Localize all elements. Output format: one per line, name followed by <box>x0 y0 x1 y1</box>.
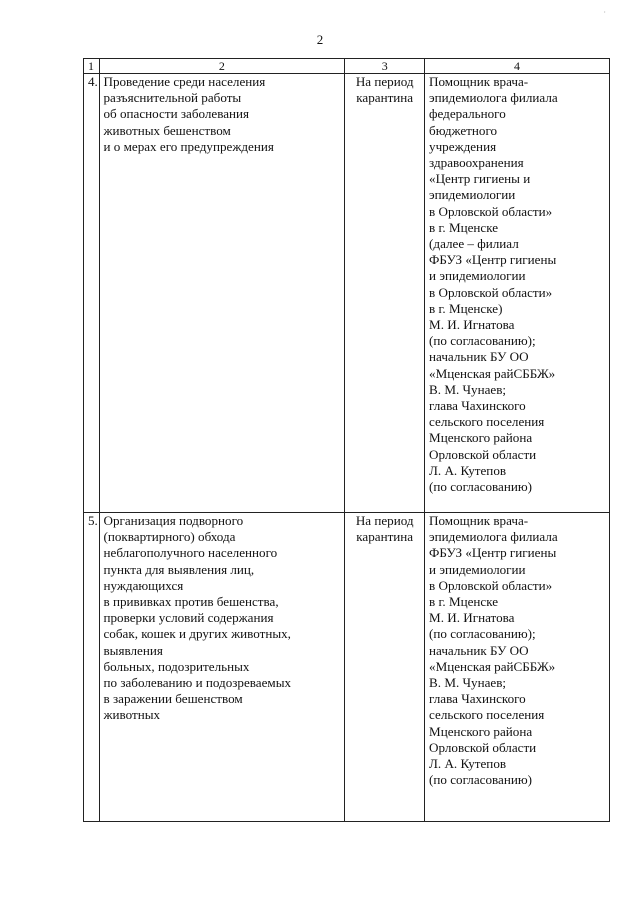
table-row <box>84 513 610 822</box>
table-header-row <box>84 59 610 74</box>
column-header-3: 3 <box>345 59 425 74</box>
measures-table <box>83 58 610 822</box>
text-line: Помощник врача- <box>429 74 529 89</box>
text-line: «Мценская райСББЖ» <box>429 365 556 381</box>
text-line: эпидемиологии <box>429 187 516 203</box>
text-line: и о мерах его предупреждения <box>103 138 274 154</box>
text-line: В. М. Чунаев; <box>429 675 507 691</box>
text-line: «Центр гигиены и <box>429 171 531 187</box>
text-line: собак, кошек и других животных, <box>103 626 291 642</box>
text-line: Проведение среди населения <box>103 74 266 89</box>
text-line: нуждающихся <box>103 577 184 593</box>
text-line: ФБУЗ «Центр гигиены <box>429 545 557 561</box>
text-line: Орловской области <box>429 739 537 755</box>
text-line: (поквартирного) обхода <box>103 529 236 545</box>
text-line: В. М. Чунаев; <box>429 381 507 397</box>
text-line: Л. А. Кутепов <box>429 462 507 478</box>
text-line: эпидемиолога филиала <box>429 90 558 106</box>
text-line: учреждения <box>429 138 497 154</box>
row-number: 4. <box>84 74 100 513</box>
text-line: Орловской области <box>429 446 537 462</box>
text-line: Мценского района <box>429 430 533 446</box>
event-cell <box>99 513 345 822</box>
text-line: (по согласованию) <box>429 479 532 495</box>
responsible-cell <box>425 513 610 822</box>
text-line: карантина <box>356 90 414 106</box>
text-line: (далее – филиал <box>429 236 519 252</box>
text-line: в г. Мценске <box>429 594 499 610</box>
text-line: проверки условий содержания <box>103 610 274 626</box>
text-line: федерального <box>429 106 506 122</box>
text-line: бюджетного <box>429 122 498 138</box>
text-line: Помощник врача- <box>429 513 529 528</box>
responsible-cell <box>425 74 610 513</box>
text-line: и эпидемиологии <box>429 561 526 577</box>
row-number: 5. <box>84 513 100 822</box>
corner-mark: · <box>603 8 606 17</box>
column-header-4: 4 <box>425 59 610 74</box>
text-line: ФБУЗ «Центр гигиены <box>429 252 557 268</box>
text-line: «Мценская райСББЖ» <box>429 658 556 674</box>
text-line: пункта для выявления лиц, <box>103 561 255 577</box>
table-row <box>84 74 610 513</box>
term-cell <box>345 513 425 822</box>
text-line: М. И. Игнатова <box>429 317 515 333</box>
text-line: начальник БУ ОО <box>429 349 529 365</box>
text-line: (по согласованию); <box>429 626 536 642</box>
text-line: Л. А. Кутепов <box>429 756 507 772</box>
text-line: неблагополучного населенного <box>103 545 278 561</box>
text-line: по заболеванию и подозреваемых <box>103 675 292 691</box>
text-line: разъяснительной работы <box>103 90 242 106</box>
text-line: в г. Мценске <box>429 219 499 235</box>
text-line: в Орловской области» <box>429 203 553 219</box>
text-line: здравоохранения <box>429 155 524 171</box>
column-header-1: 1 <box>84 59 100 74</box>
text-line: (по согласованию); <box>429 333 536 349</box>
text-line: Мценского района <box>429 723 533 739</box>
column-header-2: 2 <box>99 59 345 74</box>
text-line: в Орловской области» <box>429 284 553 300</box>
text-line: (по согласованию) <box>429 772 532 788</box>
text-line: глава Чахинского <box>429 691 526 707</box>
text-line: в прививках против бешенства, <box>103 594 279 610</box>
event-cell <box>99 74 345 513</box>
text-line: Организация подворного <box>103 513 244 528</box>
text-line: М. И. Игнатова <box>429 610 515 626</box>
text-line: больных, подозрительных <box>103 658 250 674</box>
text-line: На период <box>355 74 414 89</box>
term-cell <box>345 74 425 513</box>
text-line: об опасности заболевания <box>103 106 250 122</box>
page-number: 2 <box>316 32 324 47</box>
text-line: карантина <box>356 529 414 545</box>
text-line: выявления <box>103 642 163 658</box>
text-line: в заражении бешенством <box>103 691 243 707</box>
text-line: в г. Мценске) <box>429 300 503 316</box>
text-line: и эпидемиологии <box>429 268 526 284</box>
text-line: На период <box>355 513 414 528</box>
text-line: начальник БУ ОО <box>429 642 529 658</box>
text-line: животных бешенством <box>103 122 231 138</box>
text-line: сельского поселения <box>429 707 545 723</box>
text-line: эпидемиолога филиала <box>429 529 558 545</box>
text-line: сельского поселения <box>429 414 545 430</box>
text-line: в Орловской области» <box>429 577 553 593</box>
text-line: глава Чахинского <box>429 398 526 414</box>
text-line: животных <box>103 707 161 723</box>
